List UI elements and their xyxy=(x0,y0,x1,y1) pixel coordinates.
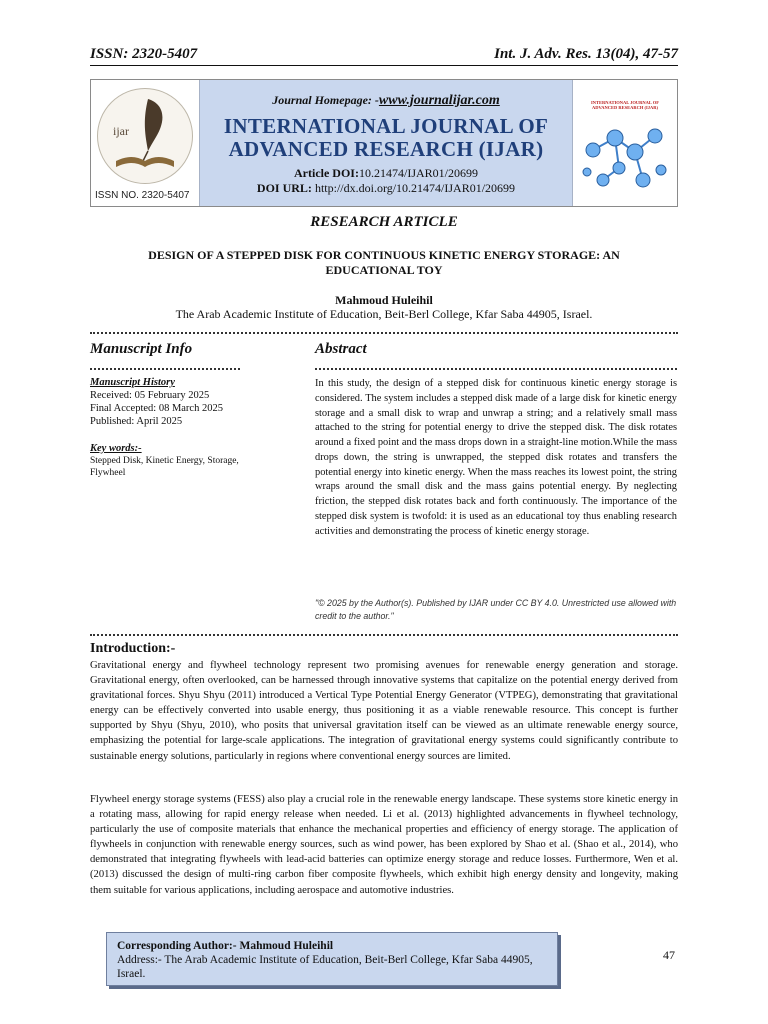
manuscript-info-heading: Manuscript Info xyxy=(90,341,193,357)
abstract-text: In this study, the design of a stepped disk for continuous kinetic energy storage is considered. The system includes a stepped disk made of a large disk for kinetic energy storage and a small disk to wrap and unwrap a string; and a relatively small mass attached to the string for potential energy to drive the stepped disk. The disk rotates around a fixed point and the mass drops down in a straight-line motion.While the mass drops down, the string is unwrapped, the stepped disk rotates and transfers the potential energy into kinetic energy. When the mass reaches its lowest point, the string wraps around the small disk and the mass gains potential energy. By neglecting friction, the stepped disk rotates back and forth continuously. The importance of the stepped disk system is twofold: it is used as an educational toy thus enabling research activities and demonstrating the process of kinetic energy storage. xyxy=(315,378,677,537)
issn-header: ISSN: 2320-5407 xyxy=(90,46,198,62)
doi-url xyxy=(199,181,573,196)
journal-logo xyxy=(91,80,200,206)
logo-emblem xyxy=(97,88,193,184)
intro-paragraph-1: Gravitational energy and flywheel technology represent two promising avenues for renewable energy generation and storage. Gravitational energy, often overlooked, can be harnessed through innovative systems that capitalize on the potential energy derived from gravitational forces. Shyu Shyu (2011) introduced a Vertical Type Potential Energy Generator (VTPEG), demonstrating that gravitational energy can be effectively converted into usable energy, thus positioning it as a viable renewable resource. This concept is further supported by Shyu (Shyu, 2010), who posits that universal gravitation itself can be viewed as an ultimate renewable energy source, emphasizing the potential for large-scale applications. The integration of gravitational energy systems could significantly contribute to sustainable energy solutions, particularly in regions where conventional energy sources are limited. xyxy=(90,660,678,762)
section-divider xyxy=(90,332,678,334)
page-number: 47 xyxy=(663,948,675,962)
journal-name-line1: INTERNATIONAL JOURNAL OF xyxy=(223,114,549,138)
intro-paragraph-2: Flywheel energy storage systems (FESS) also play a crucial role in the renewable energy landscape. These systems store kinetic energy in a rotating mass, allowing for rapid energy release when needed. Li et al. (2013) highlighted advancements in flywheel technology, particularly the use of composite materials that enhance the mechanical properties and efficiency of energy storage. The application of flywheels in conjunction with renewable energy sources, such as wind power, has been explored by Shao et al. (Shao et al., 2014), who demonstrated that integrating flywheels with lead-acid batteries can optimize energy storage and reduce losses. Furthermore, Wen et al. (2013) discussed the design of multi-ring carbon fiber composite flywheels, which exhibit high energy density and longevity, making them suitable for various applications, including aerospace and automotive industries. xyxy=(90,794,678,896)
doi-value: 10.21474/IJAR01/20699 xyxy=(358,166,478,180)
accepted-date: Final Accepted: 08 March 2025 xyxy=(90,403,223,414)
author-name: Mahmoud Huleihil xyxy=(335,293,433,307)
copyright-notice: "© 2025 by the Author(s). Published by IJAR under CC BY 4.0. Unrestricted use allowed with credit to the author." xyxy=(315,598,677,621)
doi-url-link[interactable]: http://dx.doi.org/10.21474/IJAR01/20699 xyxy=(314,181,516,195)
paper-title-line2: EDUCATIONAL TOY xyxy=(325,263,443,277)
running-header xyxy=(90,46,678,66)
paper-title xyxy=(120,248,648,278)
article-type: RESEARCH ARTICLE xyxy=(310,214,458,230)
abstract-divider xyxy=(315,368,677,370)
received-date: Received: 05 February 2025 xyxy=(90,390,210,401)
doi-url-label: DOI URL: xyxy=(256,181,312,195)
homepage-label: Journal Homepage: - xyxy=(272,93,379,107)
abstract-heading: Abstract xyxy=(315,341,367,357)
molecule-icon xyxy=(573,80,677,206)
citation-header: Int. J. Adv. Res. 13(04), 47-57 xyxy=(494,46,678,62)
journal-name xyxy=(199,115,573,161)
banner-title-area xyxy=(199,80,573,206)
introduction-heading: Introduction:- xyxy=(90,641,176,656)
logo-wordmark: ijar xyxy=(113,124,129,138)
banner-issn: ISSN NO. 2320-5407 xyxy=(95,190,190,201)
homepage-link[interactable]: www.journalijar.com xyxy=(378,93,500,108)
journal-cover-thumbnail xyxy=(572,80,677,206)
author-address: Address:- The Arab Academic Institute of Education, Beit-Berl College, Kfar Saba 44905, Israel. xyxy=(117,954,533,980)
cover-title: INTERNATIONAL JOURNAL OF ADVANCED RESEARCH (IJAR) xyxy=(591,100,659,110)
published-date: Published: April 2025 xyxy=(90,416,183,427)
journal-homepage xyxy=(199,93,573,109)
author-affiliation: The Arab Academic Institute of Education, Beit-Berl College, Kfar Saba 44905, Israel. xyxy=(175,307,593,321)
journal-banner xyxy=(90,79,678,207)
section-divider-2 xyxy=(90,634,678,636)
paper-title-line1: DESIGN OF A STEPPED DISK FOR CONTINUOUS KINETIC ENERGY STORAGE: AN xyxy=(148,248,620,262)
history-label: Manuscript History xyxy=(90,377,175,388)
manuscript-info xyxy=(90,376,280,479)
keywords-list: Stepped Disk, Kinetic Energy, Storage, Flywheel xyxy=(90,456,239,478)
corresponding-author: Corresponding Author:- Mahmoud Huleihil xyxy=(117,940,334,952)
corresponding-author-box xyxy=(106,932,558,986)
info-divider xyxy=(90,368,240,370)
keywords-label: Key words:- xyxy=(90,443,142,454)
doi-label: Article DOI: xyxy=(294,166,359,180)
article-doi xyxy=(199,166,573,181)
journal-name-line2: ADVANCED RESEARCH (IJAR) xyxy=(228,137,544,161)
